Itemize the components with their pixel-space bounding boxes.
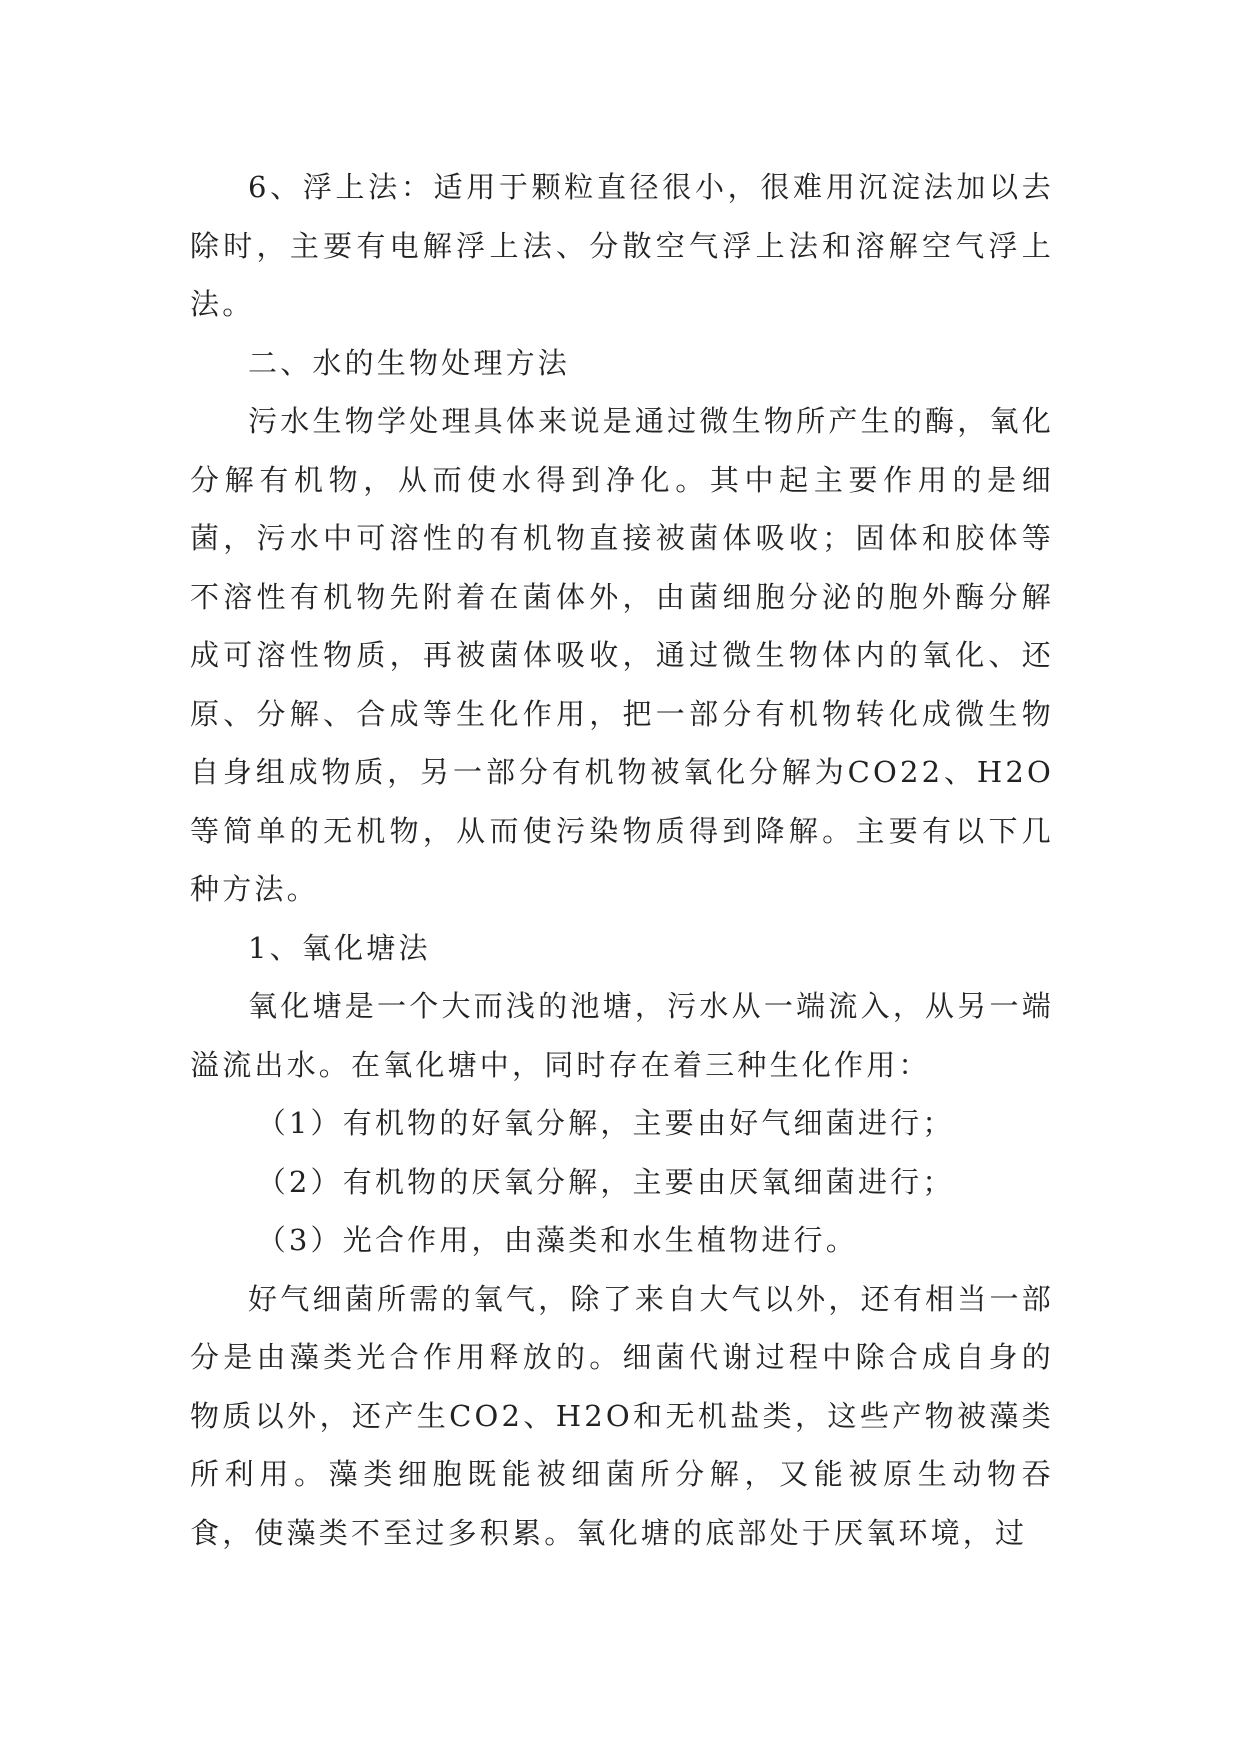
section-heading-biological-treatment: 二、水的生物处理方法 — [248, 345, 571, 380]
paragraph-oxidation-pond-description: 氧化塘是一个大而浅的池塘，污水从一端流入，从另一端溢流出水。在氧化塘中，同时存在着三种生化作用： — [190, 989, 1054, 1082]
paragraph-oxygen-supply: 好气细菌所需的氧气，除了来自大气以外，还有相当一部分是由藻类光合作用释放的。细菌代谢过程中除合成自身的物质以外，还产生CO2、H2O和无机盐类，这些产物被藻类所利用。藻类细胞既能被细菌所分解，又能被原生动物吞食，使藻类不至过多积累。氧化塘的底部处于厌氧环境，过 — [190, 1281, 1054, 1550]
document-body — [190, 158, 1054, 1562]
paragraph-biological-treatment-intro: 污水生物学处理具体来说是通过微生物所产生的酶，氧化分解有机物，从而使水得到净化。其中起主要作用的是细菌，污水中可溶性的有机物直接被菌体吸收；固体和胶体等不溶性有机物先附着在菌体外，由菌细胞分泌的胞外酶分解成可溶性物质，再被菌体吸收，通过微生物体内的氧化、还原、分解、合成等生化作用，把一部分有机物转化成微生物自身组成物质，另一部分有机物被氧化分解为CO22、H2O等简单的无机物，从而使污染物质得到降解。主要有以下几种方法。 — [190, 404, 1054, 906]
list-item-aerobic-decomposition: （1）有机物的好氧分解，主要由好气细菌进行； — [256, 1106, 955, 1140]
list-item-anaerobic-decomposition: （2）有机物的厌氧分解，主要由厌氧细菌进行； — [256, 1164, 955, 1199]
subsection-heading-oxidation-pond: 1、氧化塘法 — [248, 930, 431, 965]
paragraph-flotation-method: 6、浮上法：适用于颗粒直径很小，很难用沉淀法加以去除时，主要有电解浮上法、分散空气浮上法和溶解空气浮上法。 — [190, 170, 1054, 321]
list-item-photosynthesis: （3）光合作用，由藻类和水生植物进行。 — [256, 1223, 858, 1257]
